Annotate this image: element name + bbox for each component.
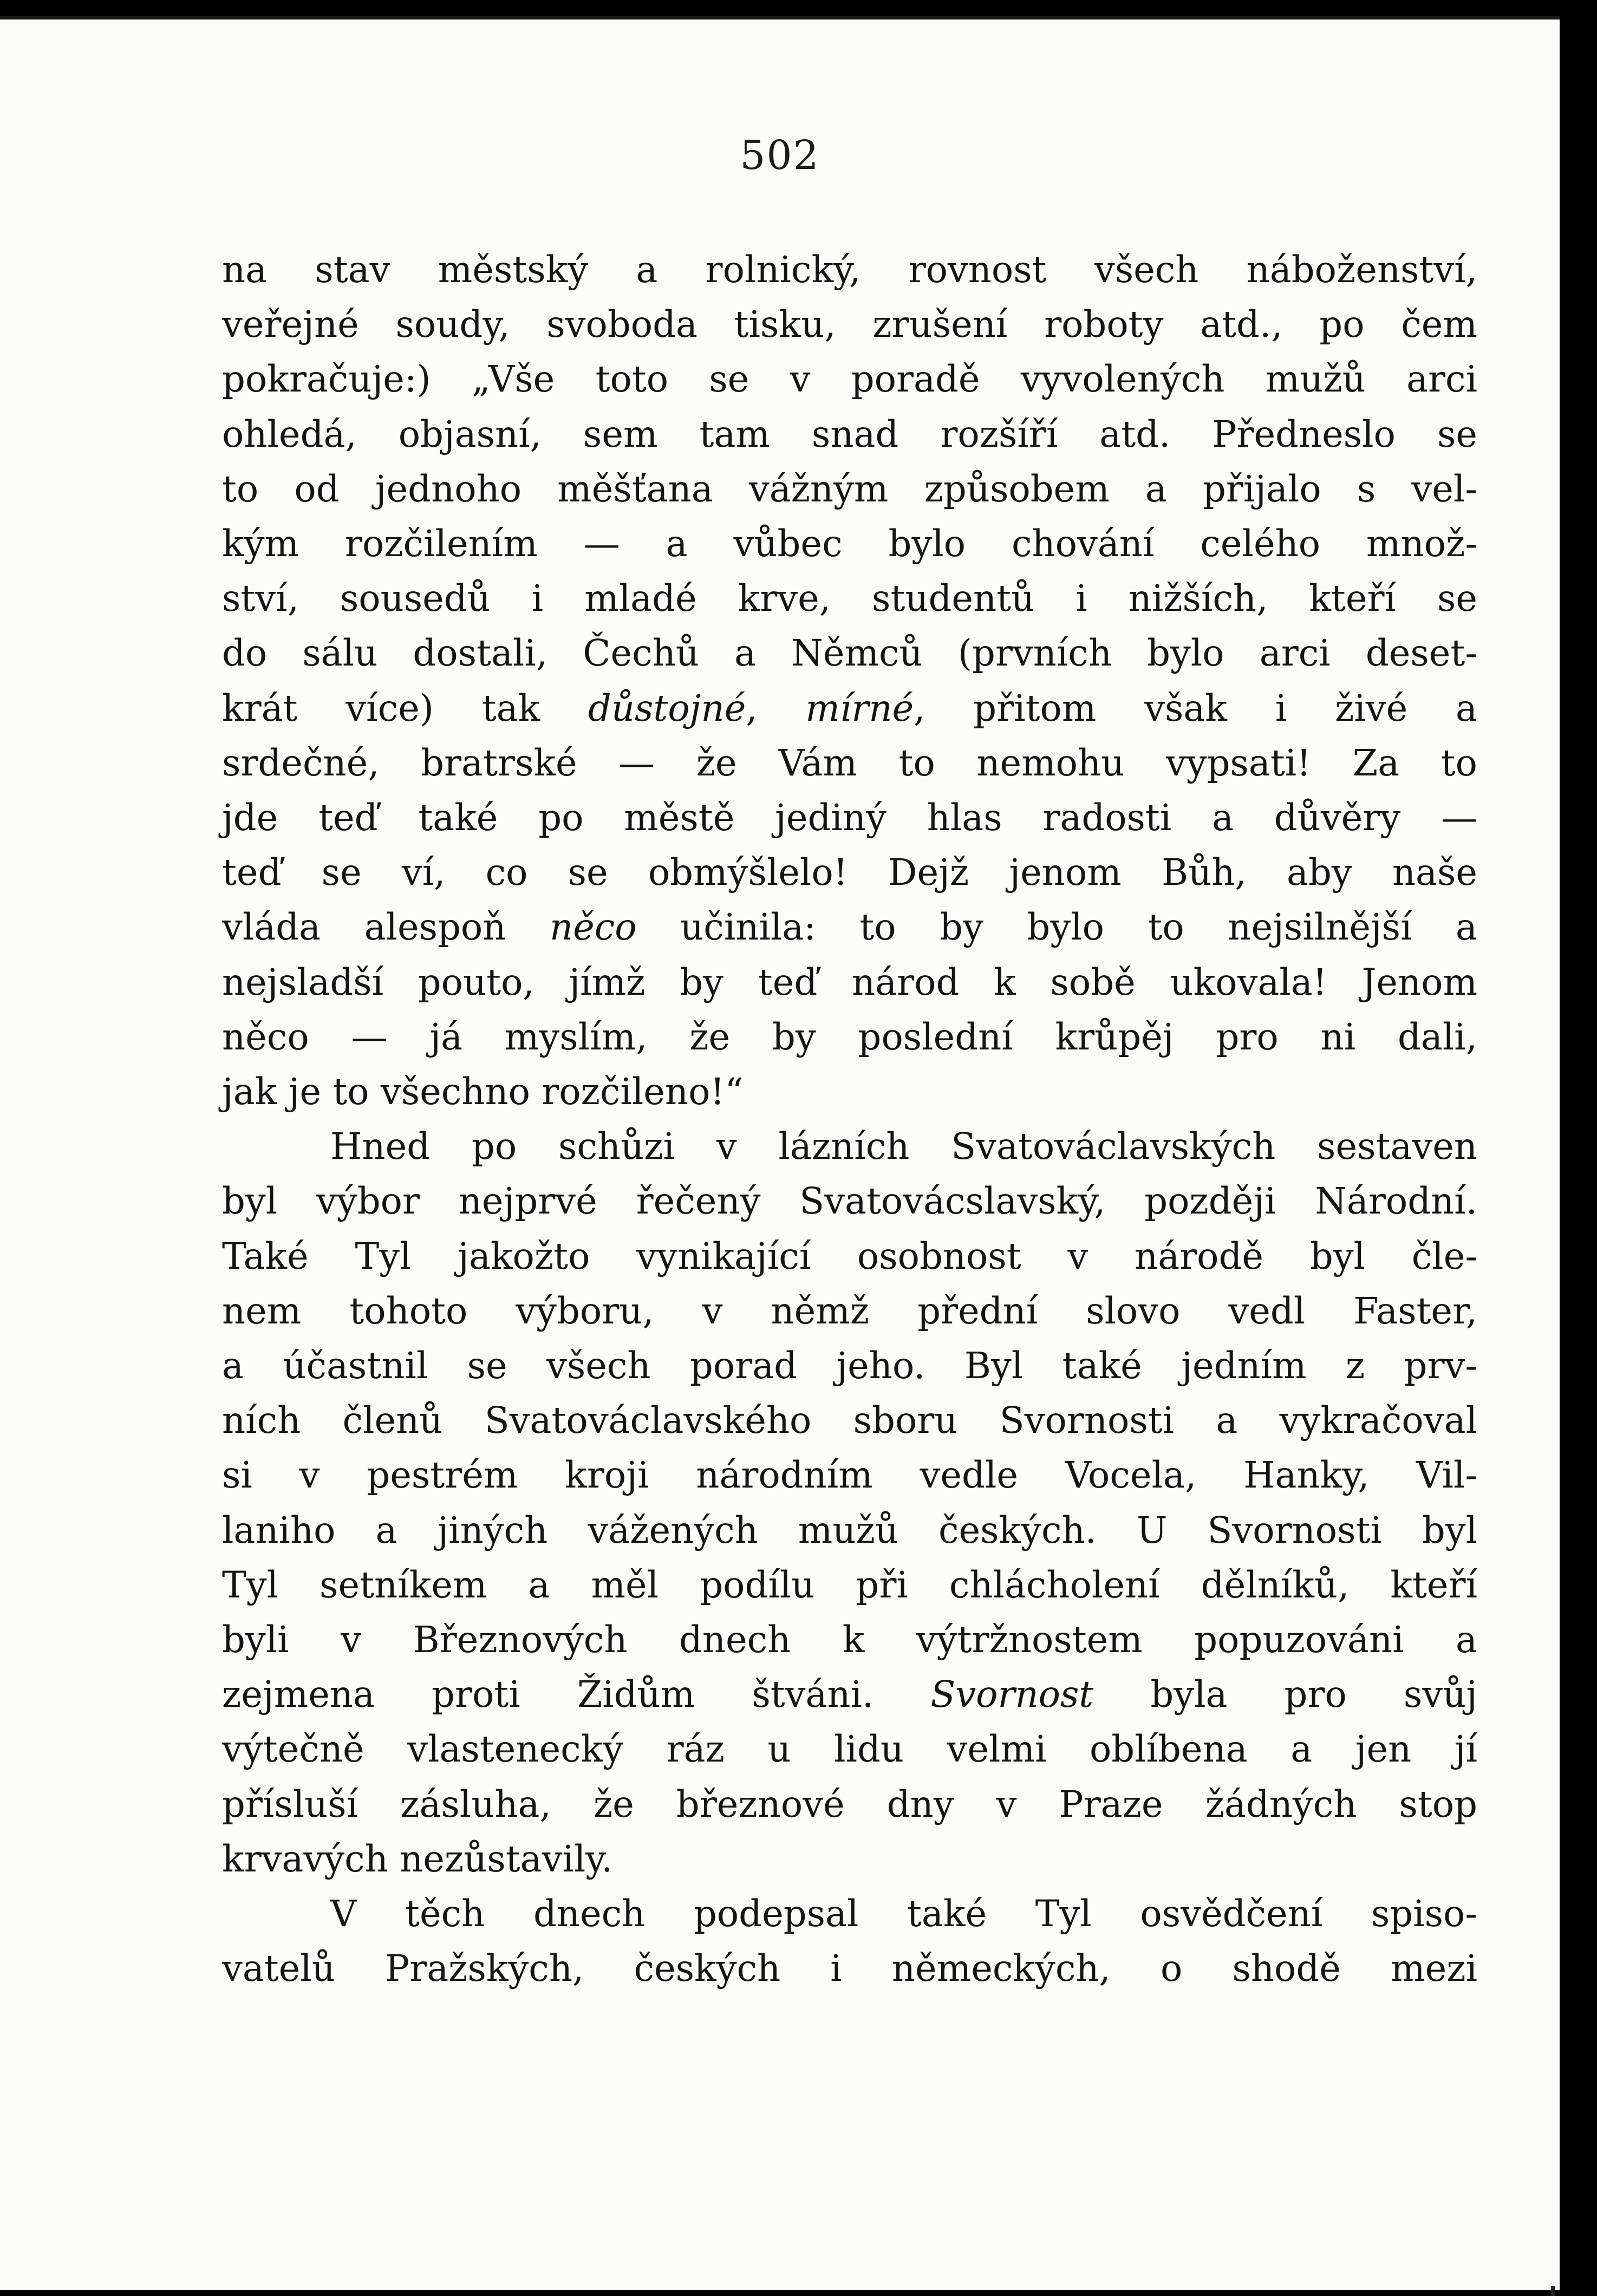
text-line-with-italics bbox=[222, 681, 1477, 736]
text-line: Také Tyl jakožto vynikající osobnost v národě byl čle- bbox=[222, 1235, 1477, 1277]
text-line: něco — já myslím, že by poslední krůpěj pro ni dali, bbox=[222, 1015, 1477, 1058]
text-line: ohledá, objasní, sem tam snad rozšíří atd. Předneslo se bbox=[222, 413, 1477, 455]
text-line: ních členů Svatováclavského sboru Svornosti a vykračoval bbox=[222, 1399, 1477, 1442]
text-line: přísluší zásluha, že březnové dny v Praze žádných stop bbox=[222, 1783, 1477, 1825]
text-line: pokračuje:) „Vše toto se v poradě vyvolených mužů arci bbox=[222, 358, 1477, 401]
text-line: veřejné soudy, svoboda tisku, zrušení roboty atd., po čem bbox=[222, 303, 1477, 346]
text-line: srdečné, bratrské — že Vám to nemohu vypsati! Za to bbox=[222, 741, 1477, 784]
text-segment: , přitom však i živé a bbox=[914, 687, 1477, 729]
text-line: do sálu dostali, Čechů a Němců (prvních bylo arci deset- bbox=[222, 632, 1477, 675]
text-line-with-italics bbox=[222, 1667, 1477, 1722]
text-segment: učinila: to by bylo to nejsilnější a bbox=[636, 906, 1477, 949]
text-line: kým rozčilením — a vůbec bylo chování celého množ- bbox=[222, 523, 1477, 565]
text-line: jde teď také po městě jediný hlas radosti a důvěry — bbox=[222, 797, 1477, 839]
text-segment: vláda alespoň bbox=[222, 906, 550, 949]
scan-border bbox=[1561, 0, 1597, 2287]
text-line: nem tohoto výboru, v němž přední slovo vedl Faster, bbox=[222, 1289, 1477, 1332]
text-line: a účastnil se všech porad jeho. Byl také jedním z prv- bbox=[222, 1345, 1477, 1387]
text-line: byli v Březnových dnech k výtržnostem popuzováni a bbox=[222, 1619, 1477, 1661]
text-segment: krát více) tak bbox=[222, 687, 588, 729]
text-line: na stav městský a rolnický, rovnost všech náboženství, bbox=[222, 249, 1477, 291]
text-segment: byla pro svůj bbox=[1093, 1673, 1477, 1716]
italic-word: mírné bbox=[805, 687, 914, 729]
text-line-with-italics bbox=[222, 900, 1477, 955]
text-line: krvavých nezůstavily. bbox=[222, 1837, 613, 1880]
text-line: ství, sousedů i mladé krve, studentů i nižších, kteří se bbox=[222, 577, 1477, 620]
text-segment: zejmena proti Židům štváni. bbox=[222, 1673, 931, 1716]
italic-word: něco bbox=[549, 906, 637, 949]
text-line: si v pestrém kroji národním vedle Vocela, Hanky, Vil- bbox=[222, 1454, 1477, 1497]
text-line: jak je to všechno rozčileno!“ bbox=[222, 1071, 744, 1113]
text-line: nejsladší pouto, jímž by teď národ k sobě ukovala! Jenom bbox=[222, 961, 1477, 1003]
body-text bbox=[222, 243, 1477, 1997]
text-line: Tyl setníkem a měl podílu při chlácholení dělníků, kteří bbox=[222, 1563, 1477, 1606]
text-line: laniho a jiných vážených mužů českých. U Svornosti byl bbox=[222, 1509, 1477, 1551]
text-line: výtečně vlastenecký ráz u lidu velmi oblíbena a jen jí bbox=[222, 1728, 1477, 1771]
text-line: byl výbor nejprvé řečený Svatovácslavský, později Národní. bbox=[222, 1180, 1477, 1223]
text-line: to od jednoho měšťana vážným způsobem a přijalo s vel- bbox=[222, 467, 1477, 510]
book-page bbox=[0, 16, 1560, 2290]
italic-word: Svornost bbox=[930, 1673, 1094, 1716]
page-number: 502 bbox=[740, 132, 820, 179]
paragraph-start: Hned po schůzi v lázních Svatováclavských sestaven bbox=[330, 1125, 1477, 1168]
italic-word: důstojné bbox=[588, 687, 746, 729]
text-segment: , bbox=[746, 687, 806, 729]
scan-artifact bbox=[1551, 2286, 1555, 2296]
paragraph-start: V těch dnech podepsal také Tyl osvědčení spiso- bbox=[330, 1893, 1477, 1935]
text-line: teď se ví, co se obmýšlelo! Dejž jenom Bůh, aby naše bbox=[222, 851, 1477, 894]
text-line: vatelů Pražských, českých i německých, o shodě mezi bbox=[222, 1947, 1477, 1990]
